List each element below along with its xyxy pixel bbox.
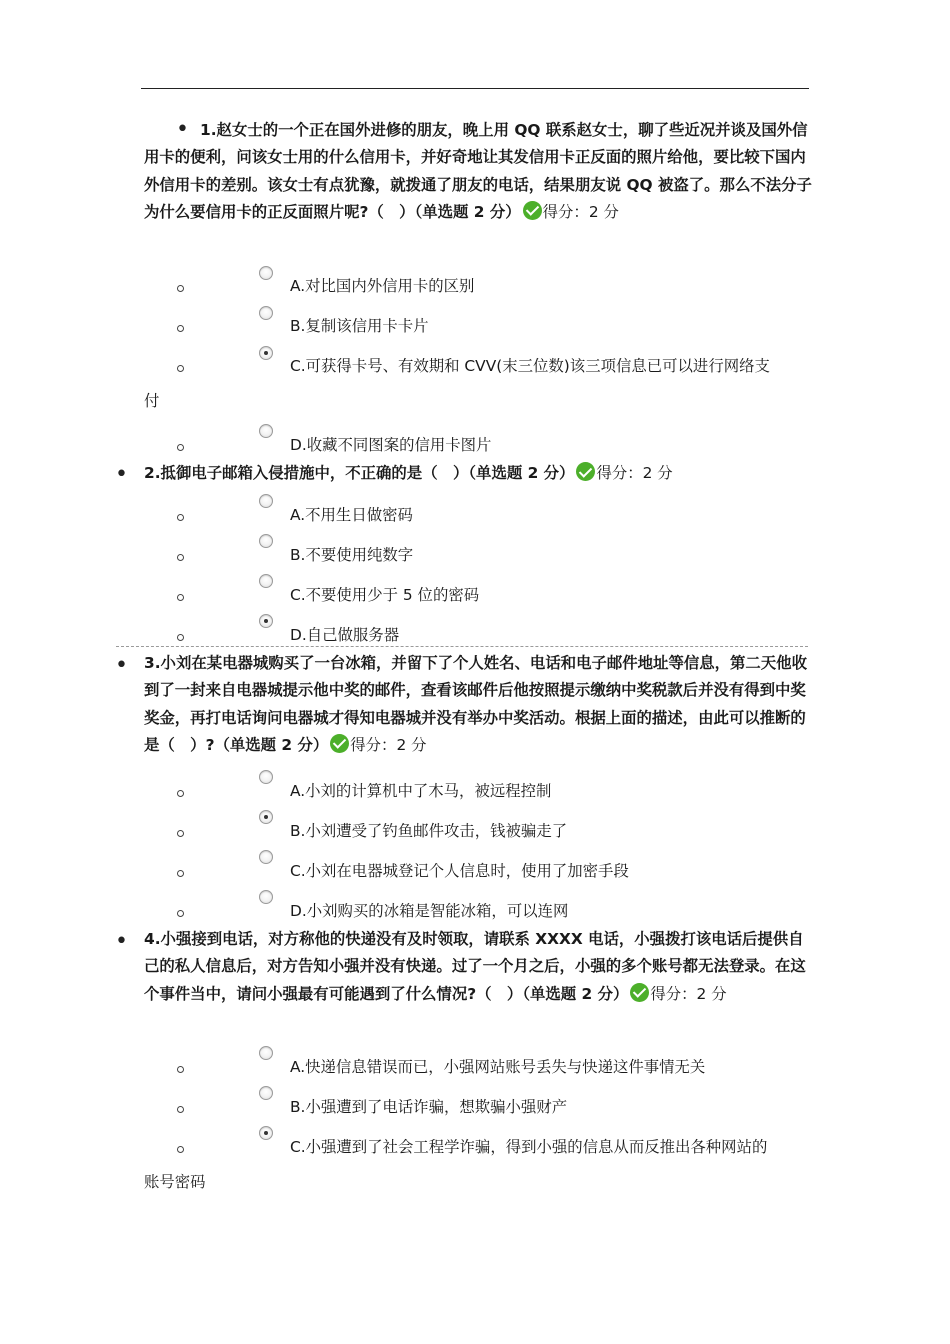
option-marker: [177, 285, 184, 292]
question-score: 得分：2 分: [596, 464, 673, 482]
question-text: 1.赵女士的一个正在国外进修的朋友，晚上用 QQ 联系赵女士，聊了些近况并谈及国外信用卡的便利，问该女士用的什么信用卡，并好奇地让其发信用卡正反面的照片给他，要比较下国内外信用卡的差别。该女士有点犹豫，就拨通了朋友的电话，结果朋友说 QQ 被盗了。那么不法分子为什么要信用卡的正反面照片呢?（ ）（单选题 2 分）: [144, 121, 812, 221]
question-score: 得分：2 分: [650, 984, 727, 1003]
question-text: 4.小强接到电话，对方称他的快递没有及时领取，请联系 XXXX 电话，小强拨打该电话后提供自己的私人信息后，对方告知小强并没有快递。过了一个月之后，小强的多个账号都无法登录。在这个事件当中，请问小强最有可能遇到了什么情况?（ ）（单选题 2 分）: [144, 930, 806, 1003]
question-1: [144, 117, 812, 226]
option-label-1c-cont: 付: [144, 392, 160, 410]
question-bullet: •: [176, 117, 189, 142]
question-3: [144, 650, 812, 759]
dashed-divider: [116, 646, 808, 647]
option-label-2d: D.自己做服务器: [290, 626, 400, 644]
option-marker: [177, 830, 184, 837]
option-label-3d: D.小刘购买的冰箱是智能冰箱，可以连网: [290, 902, 569, 920]
option-marker: [177, 910, 184, 917]
option-marker: [177, 514, 184, 521]
option-label-2c: C.不要使用少于 5 位的密码: [290, 586, 480, 604]
check-circle-icon: [576, 462, 595, 481]
question-text: 3.小刘在某电器城购买了一台冰箱，并留下了个人姓名、电话和电子邮件地址等信息，第二天他收到了一封来自电器城提示他中奖的邮件，查看该邮件后他按照提示缴纳中奖税款后并没有得到中奖奖金，再打电话询问电器城才得知电器城并没有举办中奖活动。根据上面的描述，由此可以推断的是（ ）?（单选题 2 分）: [144, 654, 807, 754]
option-radio-4b[interactable]: [259, 1086, 273, 1100]
option-marker: [177, 870, 184, 877]
option-marker: [177, 1106, 184, 1113]
question-score: 得分：2 分: [542, 202, 619, 221]
option-marker: [177, 1146, 184, 1153]
question-2: [144, 460, 812, 487]
option-marker: [177, 594, 184, 601]
option-marker: [177, 1066, 184, 1073]
option-radio-2d[interactable]: [259, 614, 273, 628]
option-label-2b: B.不要使用纯数字: [290, 546, 414, 564]
top-divider: [141, 88, 809, 89]
option-label-1d: D.收藏不同图案的信用卡图片: [290, 436, 492, 454]
option-radio-1c[interactable]: [259, 346, 273, 360]
option-marker: [177, 325, 184, 332]
option-label-3c: C.小刘在电器城登记个人信息时，使用了加密手段: [290, 862, 629, 880]
option-label-4b: B.小强遭到了电话诈骗，想欺骗小强财产: [290, 1098, 568, 1116]
option-radio-2a[interactable]: [259, 494, 273, 508]
option-label-1b: B.复制该信用卡卡片: [290, 317, 429, 335]
option-radio-4c[interactable]: [259, 1126, 273, 1140]
option-radio-1d[interactable]: [259, 424, 273, 438]
option-label-4c-cont: 账号密码: [144, 1173, 206, 1191]
option-marker: [177, 634, 184, 641]
option-radio-3a[interactable]: [259, 770, 273, 784]
option-label-4c: C.小强遭到了社会工程学诈骗，得到小强的信息从而反推出各种网站的: [290, 1138, 768, 1156]
option-radio-2b[interactable]: [259, 534, 273, 548]
option-radio-3b[interactable]: [259, 810, 273, 824]
check-circle-icon: [330, 734, 349, 753]
option-label-2a: A.不用生日做密码: [290, 506, 413, 524]
option-label-4a: A.快递信息错误而已，小强网站账号丢失与快递这件事情无关: [290, 1058, 706, 1076]
question-bullet: •: [115, 462, 128, 487]
option-radio-2c[interactable]: [259, 574, 273, 588]
option-radio-3c[interactable]: [259, 850, 273, 864]
question-bullet: •: [115, 653, 128, 678]
question-bullet: •: [115, 929, 128, 954]
option-radio-3d[interactable]: [259, 890, 273, 904]
option-marker: [177, 444, 184, 451]
question-score: 得分：2 分: [350, 735, 427, 754]
option-label-3a: A.小刘的计算机中了木马，被远程控制: [290, 782, 552, 800]
option-radio-1a[interactable]: [259, 266, 273, 280]
option-label-1c: C.可获得卡号、有效期和 CVV(末三位数)该三项信息已可以进行网络支: [290, 357, 770, 375]
option-marker: [177, 554, 184, 561]
question-text: 2.抵御电子邮箱入侵措施中，不正确的是（ ）（单选题 2 分）: [144, 464, 575, 482]
option-radio-1b[interactable]: [259, 306, 273, 320]
check-circle-icon: [630, 983, 649, 1002]
option-label-3b: B.小刘遭受了钓鱼邮件攻击，钱被骗走了: [290, 822, 568, 840]
option-radio-4a[interactable]: [259, 1046, 273, 1060]
option-marker: [177, 365, 184, 372]
option-label-1a: A.对比国内外信用卡的区别: [290, 277, 475, 295]
check-circle-icon: [523, 201, 542, 220]
question-4: [144, 926, 812, 1008]
option-marker: [177, 790, 184, 797]
